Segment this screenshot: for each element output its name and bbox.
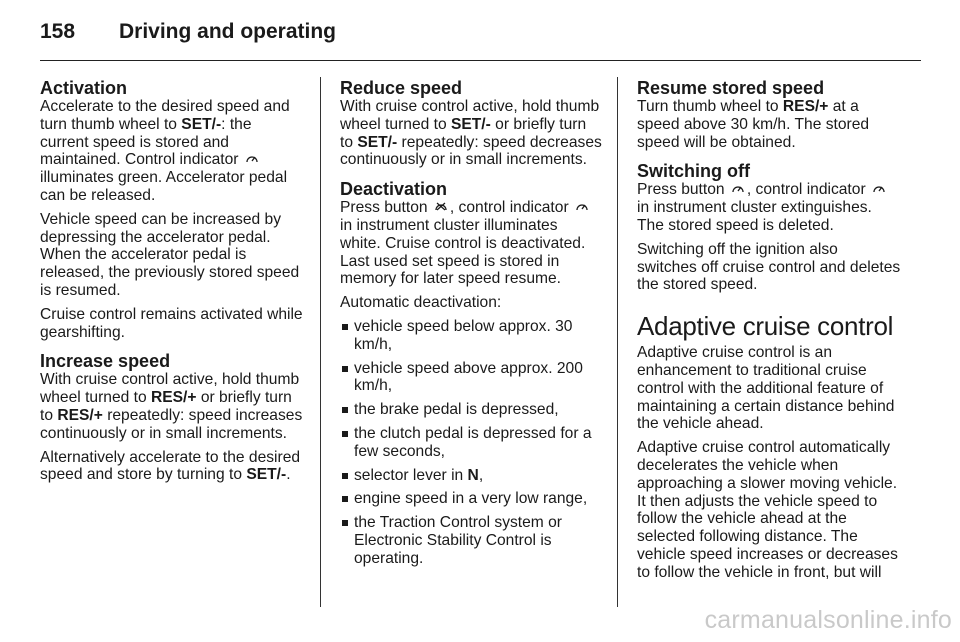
cruise-control-icon xyxy=(245,151,259,169)
cruise-control-icon xyxy=(872,181,886,199)
text: SET/- xyxy=(181,115,222,133)
paragraph xyxy=(40,98,304,205)
paragraph xyxy=(40,371,304,442)
column-divider xyxy=(617,77,618,607)
section-resume xyxy=(637,79,901,151)
text: RES/+ xyxy=(150,389,197,407)
text: With cruise control active, hold thumb wheel turned to xyxy=(340,98,600,133)
section-switching-off xyxy=(637,162,901,294)
text: Accelerate to the desired speed and turn thumb wheel to xyxy=(40,98,290,133)
text: SET/- xyxy=(450,115,491,133)
text: . xyxy=(286,466,291,484)
text: repeatedly: speed increases continuously or in small increments. xyxy=(40,406,303,442)
section-reduce-speed xyxy=(340,79,602,169)
heading-deactivation: Deactivation xyxy=(340,179,448,200)
paragraph: Switching off the ignition also switches off cruise control and deletes the stored speed. xyxy=(637,240,901,294)
text: or briefly turn to xyxy=(40,389,292,424)
page-number: 158 xyxy=(40,20,76,43)
text: : the current speed is stored and maintained. Control indicator xyxy=(40,115,252,169)
section-activation xyxy=(40,79,304,341)
column-middle xyxy=(340,79,602,579)
heading-activation: Activation xyxy=(40,78,128,98)
text: N xyxy=(467,466,479,484)
text: SET/- xyxy=(357,133,398,151)
header-rule xyxy=(40,60,921,61)
cruise-control-icon xyxy=(731,181,745,199)
cruise-control-icon xyxy=(575,199,589,217)
text: , xyxy=(478,466,484,484)
paragraph: Adaptive cruise control automatically decelerates the vehicle when approaching a slower moving vehicle. It then adjusts the vehicle speed to follow the vehicle ahead at the selected following distance. The vehicle speed increases or decreases to follow the vehicle in front, but will xyxy=(637,439,898,581)
paragraph: Automatic deactivation: xyxy=(340,294,502,312)
list-item: vehicle speed above approx. 200 km/h, xyxy=(340,360,602,396)
heading-reduce-speed: Reduce speed xyxy=(340,78,463,98)
text: in instrument cluster extinguishes. The stored speed is deleted. xyxy=(637,199,872,234)
heading-resume: Resume stored speed xyxy=(637,78,825,98)
list-item: vehicle speed below approx. 30 km/h, xyxy=(340,318,602,354)
list-item: the Traction Control system or Electronic Stability Control is operating. xyxy=(340,514,602,567)
column-right xyxy=(637,79,901,588)
text: repeatedly: speed decreases continuously or in small increments. xyxy=(340,133,602,169)
text: Alternatively accelerate to the desired speed and store by turning to xyxy=(40,448,301,484)
page-header xyxy=(40,20,920,54)
section-deactivation xyxy=(340,180,602,567)
paragraph: Vehicle speed can be increased by depressing the accelerator pedal. When the accelerator pedal is released, the previously stored speed is resumed. xyxy=(40,210,300,299)
text: RES/+ xyxy=(782,98,829,115)
list-item: the brake pedal is depressed, xyxy=(340,401,602,419)
text: With cruise control active, hold thumb wheel turned to xyxy=(40,371,300,407)
paragraph xyxy=(40,449,304,485)
text: SET/- xyxy=(246,466,287,484)
paragraph xyxy=(637,181,901,234)
text: at a speed above 30 km/h. The stored speed will be obtained. xyxy=(637,98,870,151)
list-item xyxy=(340,467,602,485)
text: or briefly turn to xyxy=(340,115,587,151)
section-increase-speed xyxy=(40,352,304,484)
section-title: Driving and operating xyxy=(119,20,337,43)
paragraph: Cruise control remains activated while gearshifting. xyxy=(40,305,303,341)
cruise-cancel-icon xyxy=(434,199,448,217)
paragraph xyxy=(637,98,901,151)
heading-switching-off: Switching off xyxy=(637,161,750,182)
text: Press button xyxy=(340,199,432,217)
column-left xyxy=(40,79,304,495)
paragraph: Adaptive cruise control is an enhancement to traditional cruise control with the additional feature of maintaining a certain distance behind the vehicle ahead. xyxy=(637,344,895,433)
text: , control indicator xyxy=(746,181,870,199)
paragraph xyxy=(340,199,602,288)
text: selector lever in xyxy=(354,466,468,484)
paragraph xyxy=(340,98,602,169)
watermark: carmanualsonline.info xyxy=(704,606,952,634)
deactivation-list xyxy=(340,318,602,568)
heading-adaptive-cruise-control: Adaptive cruise control xyxy=(637,311,894,342)
column-divider xyxy=(320,77,321,607)
heading-increase-speed: Increase speed xyxy=(40,351,171,372)
list-item: engine speed in a very low range, xyxy=(340,490,602,508)
text: , control indicator xyxy=(449,199,573,217)
text: RES/+ xyxy=(57,406,103,424)
text: Press button xyxy=(637,181,729,199)
text: illuminates green. Accelerator pedal can be released. xyxy=(40,169,288,204)
text: Turn thumb wheel to xyxy=(637,98,783,115)
text: in instrument cluster illuminates white. Cruise control is deactivated. Last used set speed is stored in memory for later speed resume. xyxy=(340,216,586,288)
list-item: the clutch pedal is depressed for a few seconds, xyxy=(340,425,602,461)
